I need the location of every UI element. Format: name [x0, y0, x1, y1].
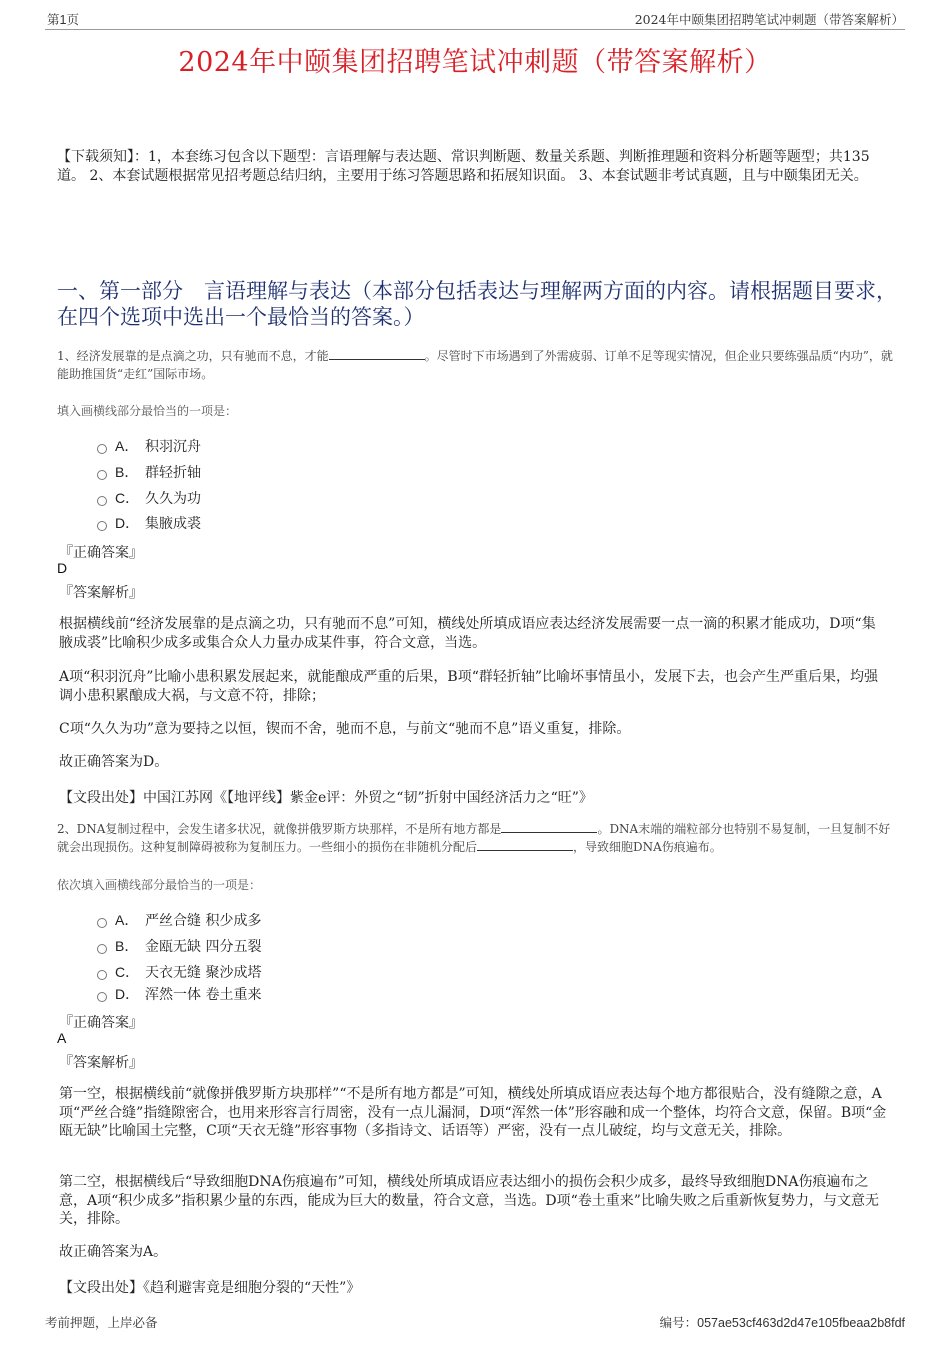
option-letter: B． [115, 464, 139, 480]
option-letter: A． [115, 912, 139, 928]
header-doc-name: 2024年中颐集团招聘笔试冲刺题（带答案解析） [634, 12, 904, 27]
document-title: 2024年中颐集团招聘笔试冲刺题（带答案解析） [178, 47, 772, 78]
question-1-analysis-4: 故正确答案为D。 [59, 754, 169, 770]
question-1-stem-part-a: 1、经济发展靠的是点滴之功，只有驰而不息，才能 [57, 349, 329, 363]
question-1-source: 【文段出处】中国江苏网《【地评线】紫金e评：外贸之“韧”折射中国经济活力之“旺”》 [59, 790, 593, 806]
radio-icon[interactable] [97, 992, 107, 1002]
option-text: 群轻折轴 [145, 465, 201, 481]
question-2-option-c[interactable] [97, 962, 261, 982]
header-divider [45, 29, 905, 30]
correct-answer-label: 『正确答案』 [59, 545, 143, 561]
analysis-label: 『答案解析』 [59, 585, 143, 601]
question-1-analysis-1: 根据横线前“经济发展靠的是点滴之功，只有驰而不息”可知，横线处所填成语应表达经济发展需要一点一滴的积累才能成功，D项“集腋成裘”比喻积少成多或集合众人力量办成某件事，符合文意，当选。 [59, 616, 876, 651]
question-1-analysis-3: C项“久久为功”意为要持之以恒，锲而不舍，驰而不息，与前文“驰而不息”语义重复，排除。 [59, 721, 631, 737]
question-2-option-a[interactable] [97, 910, 261, 930]
question-1-stem [57, 347, 899, 383]
option-letter: C． [115, 490, 140, 506]
radio-icon[interactable] [97, 496, 107, 506]
footer-code [660, 1313, 905, 1331]
question-2-option-b[interactable] [97, 936, 261, 956]
question-2-stem-part-c: ，导致细胞DNA伤痕遍布。 [573, 840, 722, 854]
question-2-stem-part-b: 。DNA末端的端粒部分也特别不易复制，一旦复制不好就会出现损伤。这种复制障碍被称为复制压力。一些细小的损伤在非随机分配后 [57, 822, 891, 854]
page-number: 第1页 [47, 13, 79, 27]
option-text: 积羽沉舟 [145, 439, 201, 455]
fill-blank [501, 821, 597, 833]
fill-blank [477, 839, 573, 851]
section-title: 一、第一部分 言语理解与表达（本部分包括表达与理解两方面的内容。请根据题目要求，在四个选项中选出一个最恰当的答案。） [57, 279, 897, 329]
option-text: 严丝合缝 积少成多 [145, 913, 262, 929]
radio-icon[interactable] [97, 918, 107, 928]
option-letter: A． [115, 438, 139, 454]
question-2-stem [57, 820, 899, 856]
footer-code-label: 编号： [659, 1315, 698, 1330]
option-text: 浑然一体 卷土重来 [145, 987, 262, 1003]
option-letter: B． [115, 938, 139, 954]
question-1-analysis-2: A项“积羽沉舟”比喻小患积累发展起来，就能酿成严重的后果，B项“群轻折轴”比喻坏事情虽小，发展下去，也会产生严重后果，均强调小患积累酿成大祸，与文意不符，排除； [59, 669, 879, 704]
question-1-option-a[interactable] [97, 436, 201, 456]
question-2-analysis-1: 第一空，根据横线前“就像拼俄罗斯方块那样”“不是所有地方都是”可知，横线处所填成语应表达每个地方都很贴合，没有缝隙之意，A项“严丝合缝”指缝隙密合，也用来形容言行周密，没有一点儿漏洞，D项“浑然一体”形容融和成一个整体，均符合文意，保留。B项“金瓯无缺”比喻国土完整，C项“天衣无缝”形容事物（多指诗文、话语等）严密，没有一点儿破绽，均与文意无关，排除。 [59, 1086, 887, 1139]
question-2-option-d[interactable] [97, 984, 261, 1004]
question-2-analysis-2: 第二空，根据横线后“导致细胞DNA伤痕遍布”可知，横线处所填成语应表达细小的损伤会积少成多，最终导致细胞DNA伤痕遍布之意，A项“积少成多”指积累少量的东西，能成为巨大的数量，符合文意，当选。D项“卷土重来”比喻失败之后重新恢复势力，与文意无关，排除。 [59, 1174, 879, 1227]
question-1-prompt: 填入画横线部分最恰当的一项是： [57, 404, 238, 418]
analysis-label: 『答案解析』 [59, 1055, 143, 1071]
question-2-stem-part-a: 2、DNA复制过程中，会发生诸多状况，就像拼俄罗斯方块那样，不是所有地方都是 [57, 822, 502, 836]
option-text: 天衣无缝 聚沙成塔 [145, 965, 262, 981]
footer-code-value: 057ae53cf463d2d47e105fbeaa2b8fdf [697, 1316, 905, 1330]
question-2-source: 【文段出处】《趋利避害竟是细胞分裂的“天性”》 [59, 1280, 361, 1296]
radio-icon[interactable] [97, 521, 107, 531]
radio-icon[interactable] [97, 970, 107, 980]
question-1-option-d[interactable] [97, 513, 201, 533]
radio-icon[interactable] [97, 444, 107, 454]
question-2-prompt: 依次填入画横线部分最恰当的一项是： [57, 878, 262, 892]
radio-icon[interactable] [97, 470, 107, 480]
option-text: 集腋成裘 [145, 516, 201, 532]
question-2-answer: A [57, 1030, 67, 1046]
option-letter: D． [115, 986, 140, 1002]
radio-icon[interactable] [97, 944, 107, 954]
option-text: 金瓯无缺 四分五裂 [145, 939, 262, 955]
option-text: 久久为功 [145, 491, 201, 507]
option-letter: D． [115, 515, 140, 531]
option-letter: C． [115, 964, 140, 980]
question-1-stem-part-b: 。尽管时下市场遇到了外需疲弱、订单不足等现实情况，但企业只要练强品质“内功”，就能助推国货“走红”国际市场。 [57, 349, 893, 381]
question-2-analysis-3: 故正确答案为A。 [59, 1244, 168, 1260]
question-1-answer: D [57, 560, 68, 576]
download-notice: 【下载须知】：1，本套练习包含以下题型：言语理解与表达题、常识判断题、数量关系题、判断推理题和资料分析题等题型；共135道。 2、本套试题根据常见招考题总结归纳，主要用于练习答题思路和拓展知识面。 3、本套试题非考试真题，且与中颐集团无关。 [57, 149, 870, 184]
fill-blank [329, 348, 425, 360]
question-1-option-c[interactable] [97, 488, 201, 508]
footer-slogan: 考前押题，上岸必备 [45, 1315, 158, 1330]
correct-answer-label: 『正确答案』 [59, 1015, 143, 1031]
question-1-option-b[interactable] [97, 462, 201, 482]
